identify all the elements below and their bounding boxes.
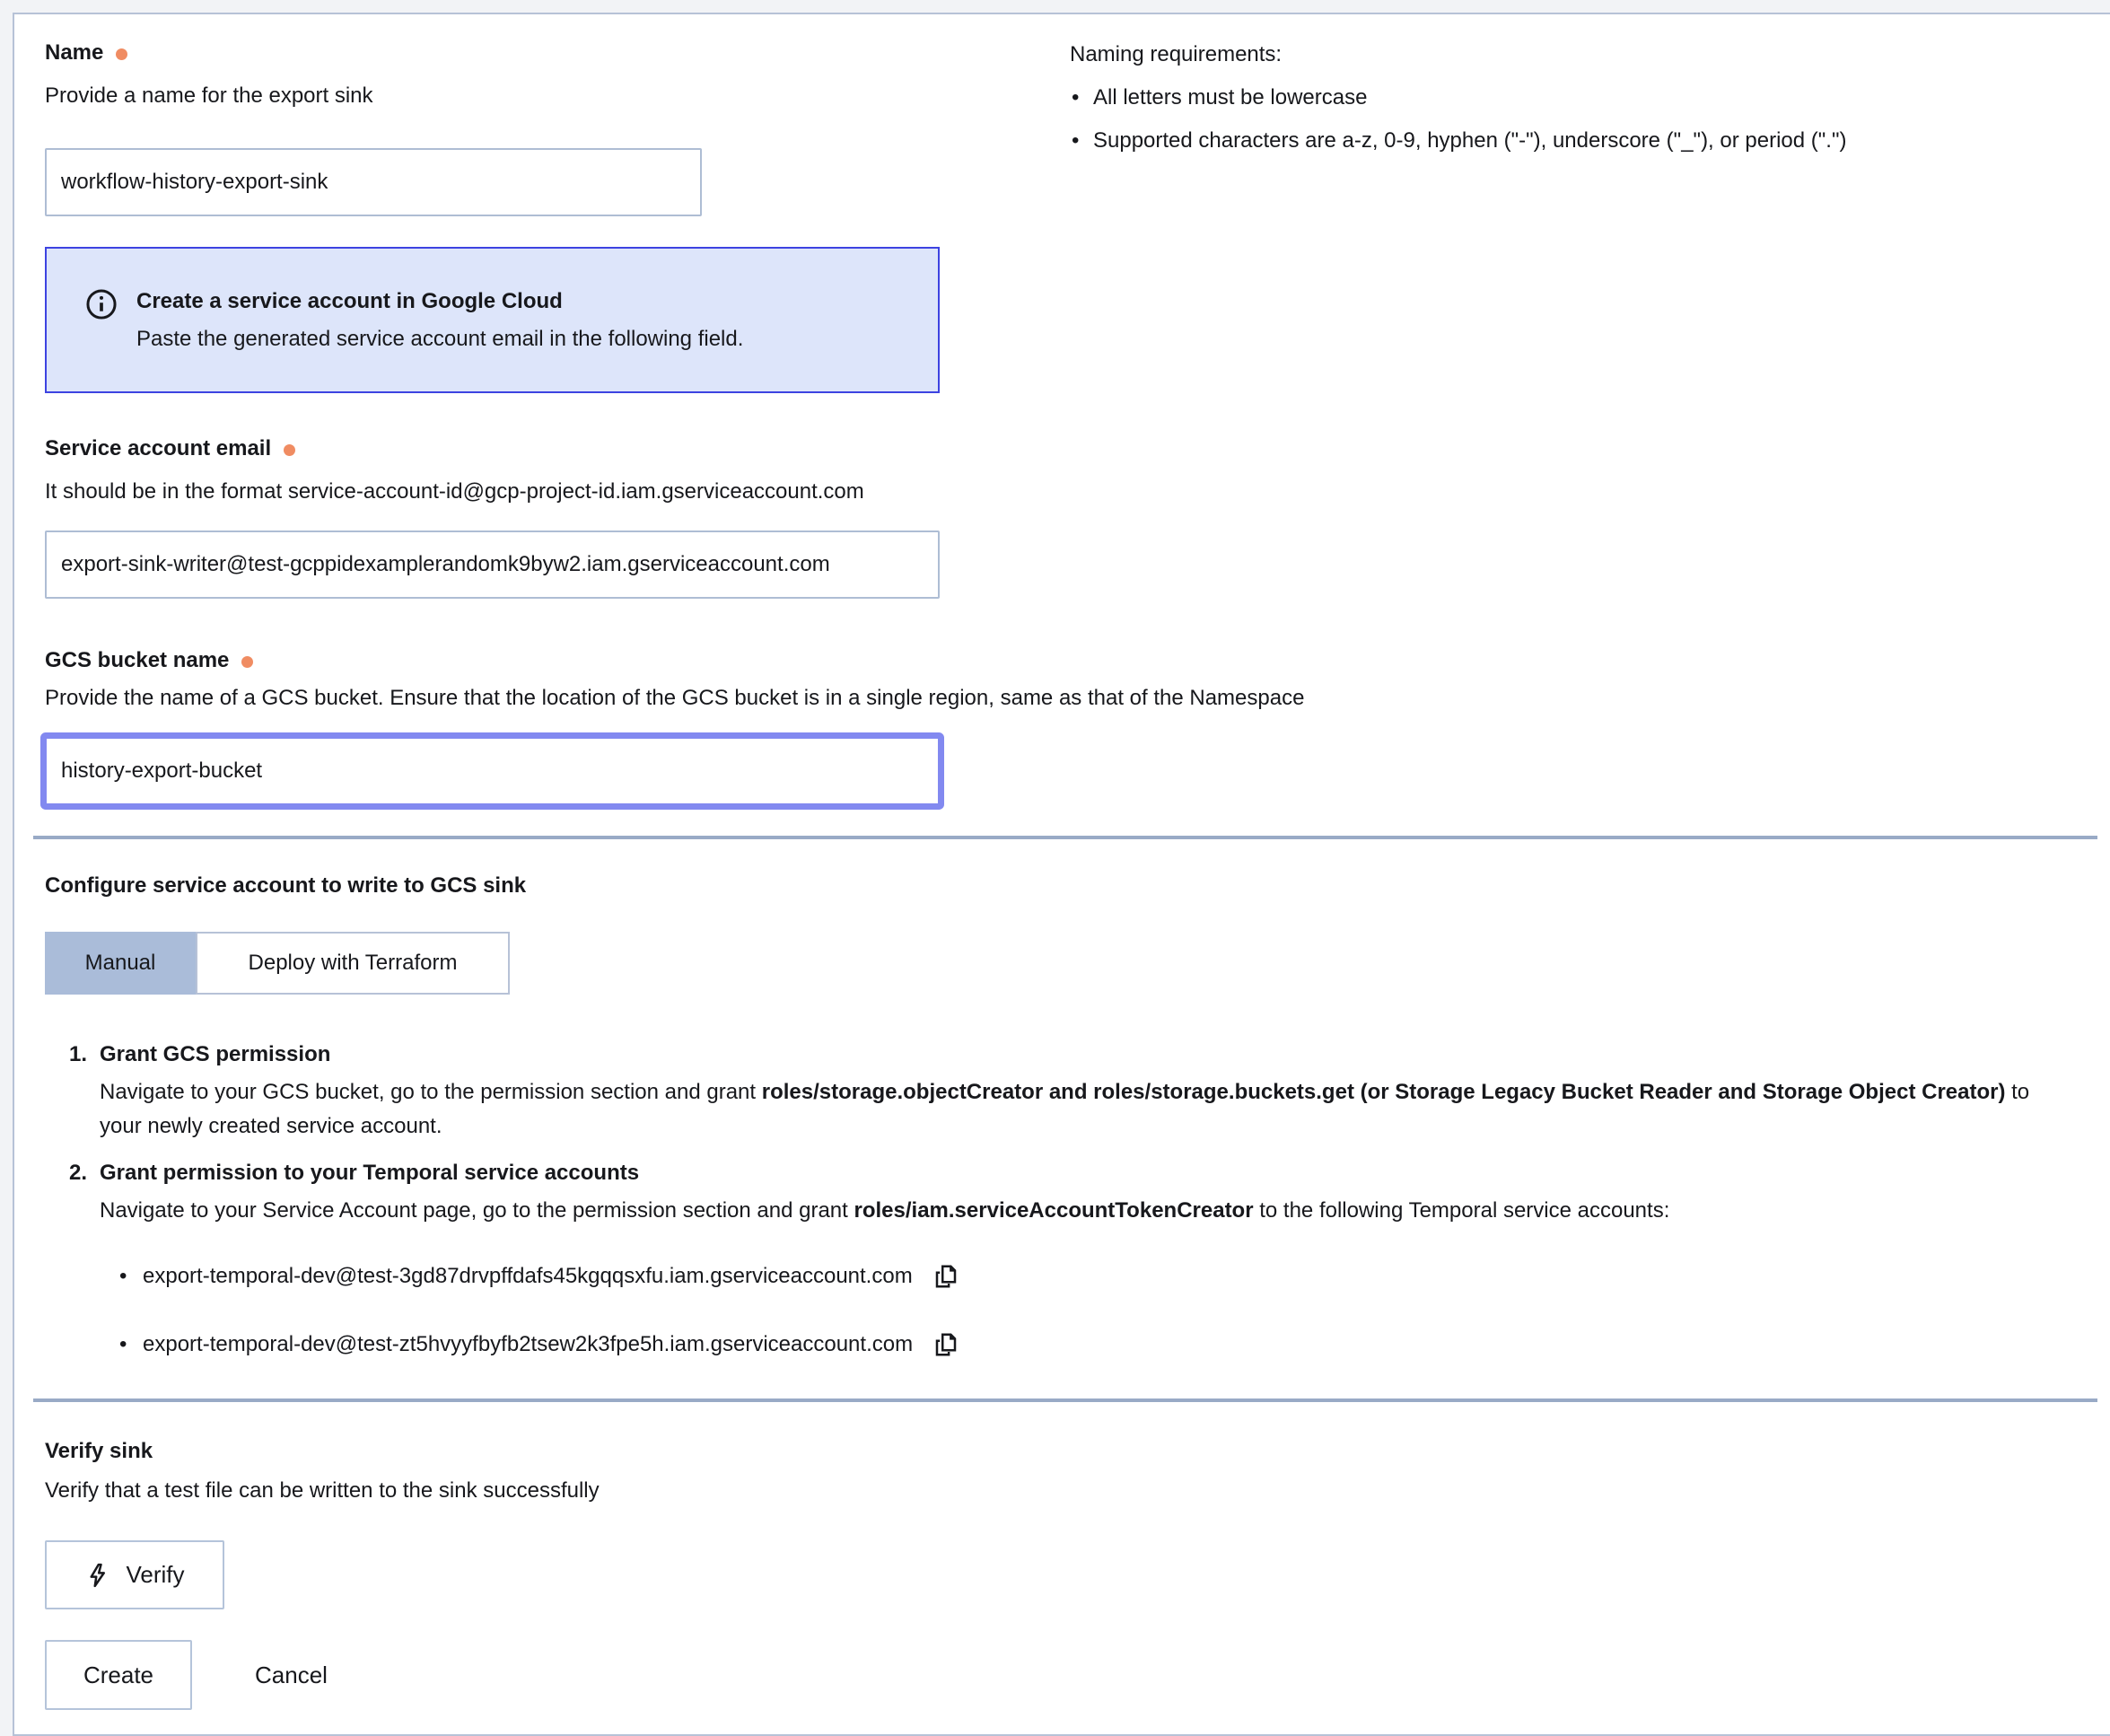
service-account-email-label: Service account email (45, 436, 272, 460)
service-account-item (100, 1325, 2110, 1364)
required-dot (284, 444, 295, 456)
divider (33, 1398, 2097, 1402)
info-banner-body: Paste the generated service account email in the following field. (136, 327, 744, 351)
name-description: Provide a name for the export sink (45, 83, 373, 108)
name-field-group (45, 39, 702, 216)
service-account-email-description: It should be in the format service-account-id@gcp-project-id.iam.gserviceaccount.com (45, 479, 864, 504)
copy-icon (932, 1263, 959, 1290)
verify-sink-title: Verify sink (45, 1439, 153, 1463)
tab-deploy-with-terraform[interactable]: Deploy with Terraform (196, 934, 508, 993)
info-banner-title: Create a service account in Google Cloud (136, 289, 563, 313)
step-number: 1. (69, 1042, 88, 1066)
service-account-email-input[interactable] (45, 530, 940, 599)
required-dot (116, 48, 127, 60)
copy-button[interactable] (932, 1331, 959, 1358)
divider (33, 836, 2097, 839)
create-button[interactable] (45, 1640, 192, 1710)
step-grant-temporal-permission (69, 1158, 2110, 1364)
gcs-bucket-field-group (45, 647, 2110, 805)
step-number: 2. (69, 1161, 88, 1185)
naming-requirements-list (1070, 84, 2102, 154)
step-title: Grant permission to your Temporal service accounts (100, 1161, 640, 1185)
create-button-label: Create (83, 1661, 154, 1688)
step-body: Navigate to your Service Account page, go to the permission section and grant roles/iam.serviceAccountTokenCreator to the following Temporal service accounts: (100, 1198, 1670, 1223)
copy-button[interactable] (932, 1263, 959, 1290)
copy-icon (932, 1331, 959, 1358)
configure-section-title: Configure service account to write to GCS sink (45, 873, 527, 898)
required-dot (241, 656, 253, 668)
configure-tab-group (45, 932, 510, 995)
step-title: Grant GCS permission (100, 1042, 331, 1066)
bolt-icon (84, 1562, 111, 1589)
tab-manual[interactable]: Manual (45, 932, 196, 995)
name-label: Name (45, 40, 104, 65)
info-icon (83, 285, 120, 357)
info-banner (45, 247, 940, 393)
form-actions (45, 1640, 2110, 1710)
verify-button[interactable] (45, 1540, 224, 1609)
service-account-email: • export-temporal-dev@test-zt5hvyyfbyfb2tsew2k3fpe5h.iam.gserviceaccount.com (143, 1332, 914, 1356)
gcs-bucket-input[interactable] (45, 737, 940, 805)
gcs-bucket-label: GCS bucket name (45, 648, 230, 672)
service-account-email: • export-temporal-dev@test-3gd87drvpffdafs45kgqqsxfu.iam.gserviceaccount.com (143, 1264, 913, 1288)
service-account-field-group (45, 435, 2110, 599)
gcs-bucket-description: Provide the name of a GCS bucket. Ensure that the location of the GCS bucket is in a single region, same as that of the Namespace (45, 686, 1305, 710)
manual-steps-list (45, 1039, 2110, 1364)
naming-requirement-item: • All letters must be lowercase (1070, 84, 2102, 111)
naming-requirement-item: • Supported characters are a-z, 0-9, hyphen ("-"), underscore ("_"), or period (".") (1070, 127, 2102, 154)
verify-button-label: Verify (126, 1561, 185, 1588)
cancel-button-label: Cancel (255, 1661, 328, 1688)
step-grant-gcs-permission (69, 1039, 2110, 1144)
export-sink-form-panel (13, 13, 2110, 1736)
temporal-service-account-list (100, 1257, 2110, 1364)
service-account-item (100, 1257, 2110, 1296)
naming-requirements-title: Naming requirements: (1070, 42, 1283, 66)
step-body: Navigate to your GCS bucket, go to the permission section and grant roles/storage.objectCreator and roles/storage.buckets.get (or Storage Legacy Bucket Reader and Storage Object Creator) to your newly created service account. (100, 1080, 2030, 1138)
cancel-button[interactable] (255, 1661, 328, 1689)
verify-sink-description: Verify that a test file can be written to the sink successfully (45, 1478, 600, 1503)
name-input[interactable] (45, 148, 702, 216)
naming-requirements (1070, 41, 2102, 154)
